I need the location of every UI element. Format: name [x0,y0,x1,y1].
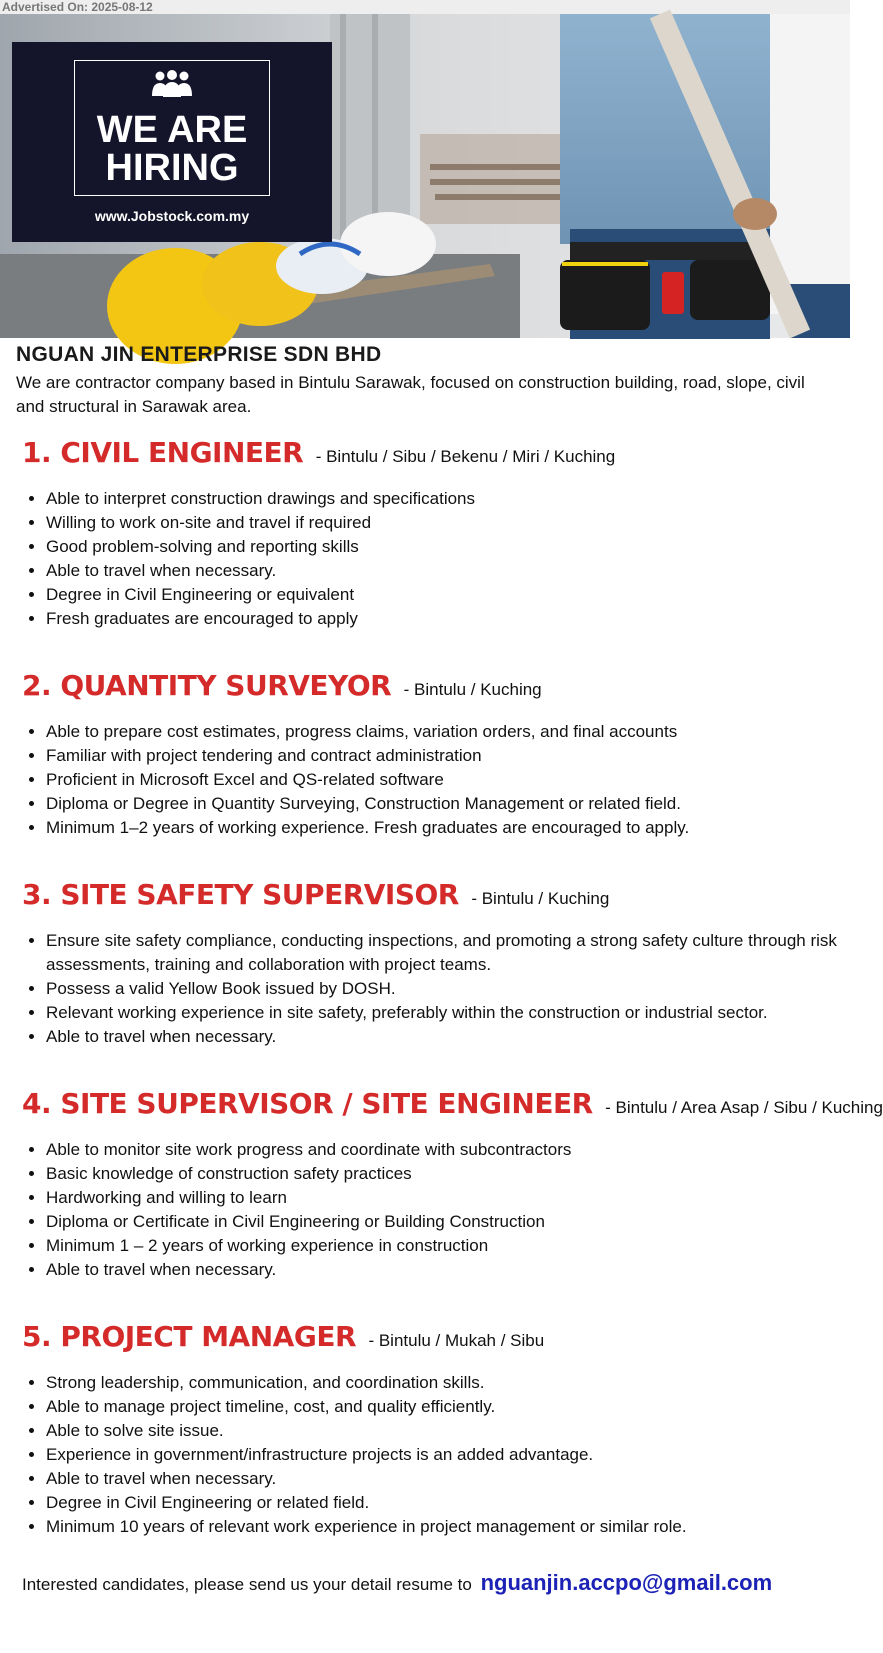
list-item: • Able to monitor site work progress and coordinate with subcontractors [46,1138,842,1162]
hiring-frame [74,60,270,196]
list-item: • Fresh graduates are encouraged to apply [46,607,842,631]
list-item: • Able to travel when necessary. [46,1025,842,1049]
requirement-list [22,929,842,1049]
requirement-list [22,1138,842,1282]
job-location: - Bintulu / Mukah / Sibu [368,1331,545,1350]
contact-email-link[interactable]: nguanjin.accpo@gmail.com [480,1570,773,1595]
hiring-line-1: WE ARE [96,109,248,151]
company-intro: We are contractor company based in Bintulu Sarawak, focused on construction building, road, slope, civil and structural in Sarawak area. [16,373,805,416]
list-item: • Familiar with project tendering and contract administration [46,744,842,768]
job-location: - Bintulu / Kuching [403,680,542,699]
list-item: • Able to travel when necessary. [46,1467,842,1491]
job-title: 3. SITE SAFETY SUPERVISOR [22,878,459,911]
advertised-date: Advertised On: 2025-08-12 [2,0,153,14]
job-title: 5. PROJECT MANAGER [22,1320,356,1353]
list-item: • Able to interpret construction drawings and specifications [46,487,842,511]
advertised-bar [0,0,850,14]
list-item: • Ensure site safety compliance, conducting inspections, and promoting a strong safety culture through risk assessments, training and collaboration with project teams. [46,929,842,977]
list-item: • Minimum 1–2 years of working experience. Fresh graduates are encouraged to apply. [46,816,842,840]
list-item: • Experience in government/infrastructure projects is an added advantage. [46,1443,842,1467]
job-location: - Bintulu / Sibu / Bekenu / Miri / Kuching [315,447,616,466]
contact-text: Interested candidates, please send us your detail resume to [22,1575,472,1594]
list-item: • Able to solve site issue. [46,1419,842,1443]
job-title: 2. QUANTITY SURVEYOR [22,669,392,702]
job-quantity-surveyor [22,669,842,840]
requirement-list [22,1371,842,1539]
list-item: • Basic knowledge of construction safety practices [46,1162,842,1186]
requirement-list [22,720,842,840]
job-project-manager [22,1320,842,1539]
list-item: • Able to prepare cost estimates, progress claims, variation orders, and final accounts [46,720,842,744]
list-item: • Relevant working experience in site safety, preferably within the construction or industrial sector. [46,1001,842,1025]
job-location: - Bintulu / Kuching [471,889,610,908]
list-item: • Possess a valid Yellow Book issued by DOSH. [46,977,842,1001]
list-item: • Able to travel when necessary. [46,559,842,583]
list-item: • Willing to work on-site and travel if required [46,511,842,535]
job-civil-engineer [22,436,842,631]
list-item: • Good problem-solving and reporting skills [46,535,842,559]
list-item: • Minimum 1 – 2 years of working experience in construction [46,1234,842,1258]
jobstock-url[interactable]: www.Jobstock.com.my [94,208,250,224]
list-item: • Diploma or Certificate in Civil Engineering or Building Construction [46,1210,842,1234]
job-title: 4. SITE SUPERVISOR / SITE ENGINEER [22,1087,593,1120]
white-helmet-2 [340,212,436,276]
hiring-line-2: HIRING [105,147,239,189]
list-item: • Able to travel when necessary. [46,1258,842,1282]
list-item: • Hardworking and willing to learn [46,1186,842,1210]
list-item: • Proficient in Microsoft Excel and QS-related software [46,768,842,792]
company-name: NGUAN JIN ENTERPRISE SDN BHD [16,343,382,366]
list-item: • Degree in Civil Engineering or equivalent [46,583,842,607]
hero-banner [0,14,850,338]
list-item: • Diploma or Degree in Quantity Surveying, Construction Management or related field. [46,792,842,816]
hiring-badge [12,42,332,242]
job-site-supervisor [22,1087,883,1282]
contact-line [22,1570,772,1596]
job-site-safety-supervisor [22,878,842,1049]
job-location: - Bintulu / Area Asap / Sibu / Kuching [605,1098,883,1117]
list-item: • Able to manage project timeline, cost, and quality efficiently. [46,1395,842,1419]
job-title: 1. CIVIL ENGINEER [22,436,304,469]
list-item: • Degree in Civil Engineering or related field. [46,1491,842,1515]
list-item: • Strong leadership, communication, and coordination skills. [46,1371,842,1395]
requirement-list [22,487,842,631]
list-item: • Minimum 10 years of relevant work experience in project management or similar role. [46,1515,842,1539]
